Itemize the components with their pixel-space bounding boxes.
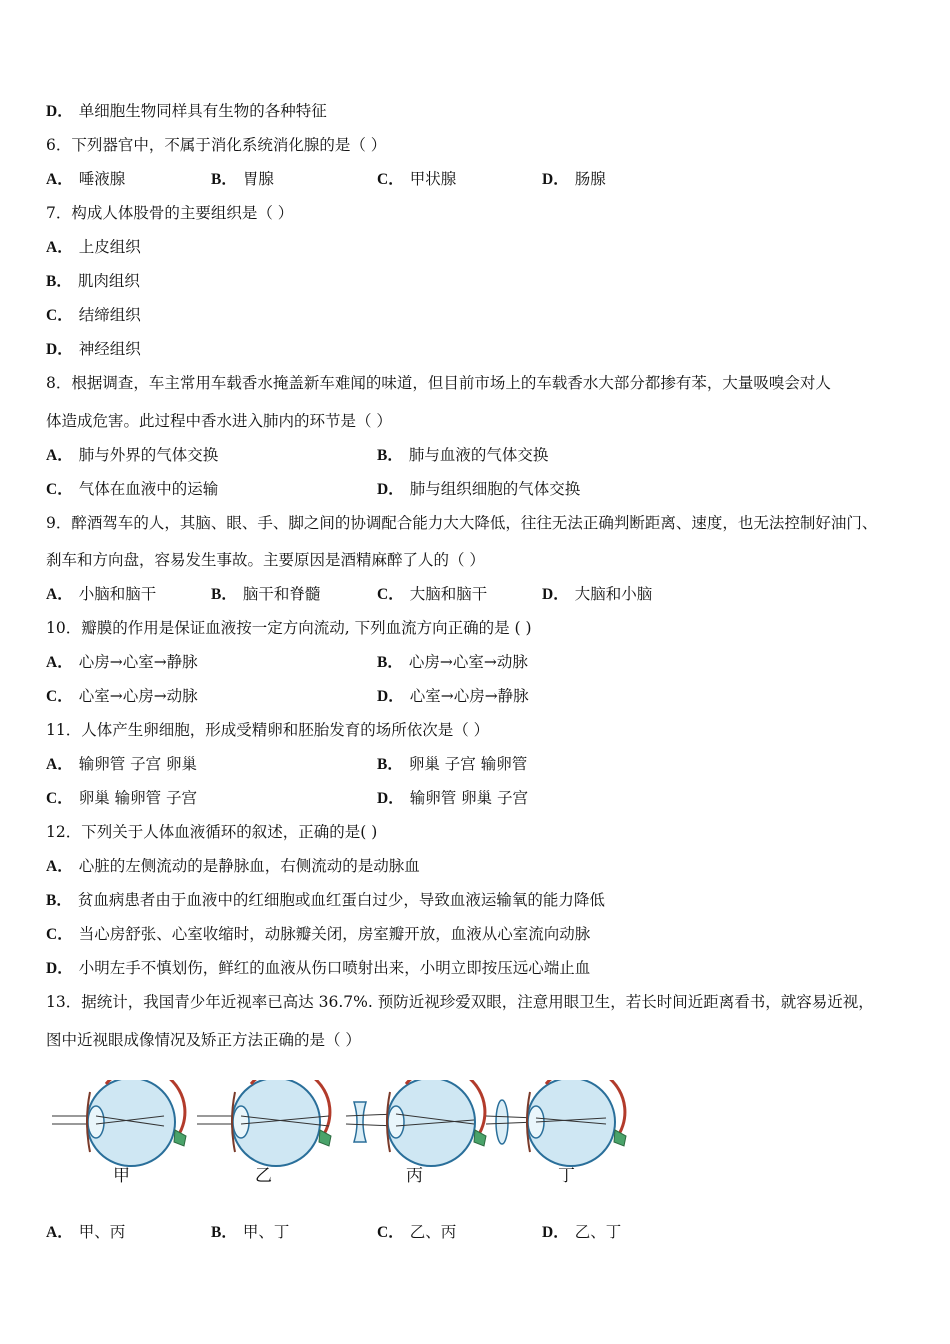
q10-option-b[interactable]: B． 心房→心室→动脉 xyxy=(377,653,528,671)
question-12-stem: 12．下列关于人体血液循环的叙述，正确的是( ) xyxy=(46,823,378,841)
eye-yi xyxy=(197,1080,331,1166)
q8-option-b[interactable]: B． 肺与血液的气体交换 xyxy=(377,446,549,464)
q10-option-d[interactable]: D． 心室→心房→静脉 xyxy=(377,687,529,705)
option-d-prev: D． 单细胞生物同样具有生物的各种特征 xyxy=(46,102,327,120)
eye-ding xyxy=(486,1080,626,1166)
q11-option-d[interactable]: D． 输卵管 卵巢 子宫 xyxy=(377,789,529,807)
question-8-stem-line1: 8．根据调查，车主常用车载香水掩盖新车难闻的味道，但目前市场上的车载香水大部分都掺有苯，大量吸嗅会对人 xyxy=(46,374,831,392)
question-13-stem-line2: 图中近视眼成像情况及矫正方法正确的是（ ） xyxy=(46,1031,361,1049)
q10-option-a[interactable]: A． 心房→心室→静脉 xyxy=(46,653,198,671)
q12-option-a[interactable]: A． 心脏的左侧流动的是静脉血，右侧流动的是动脉血 xyxy=(46,857,420,875)
q9-option-c[interactable]: C． 大脑和脑干 xyxy=(377,585,488,603)
q10-option-c[interactable]: C． 心室→心房→动脉 xyxy=(46,687,198,705)
q7-option-b[interactable]: B． 肌肉组织 xyxy=(46,272,140,290)
question-8-stem-line2: 体造成危害。此过程中香水进入肺内的环节是（ ） xyxy=(46,412,392,430)
q7-option-d[interactable]: D． 神经组织 xyxy=(46,340,141,358)
q11-option-a[interactable]: A． 输卵管 子宫 卵巢 xyxy=(46,755,198,773)
figure-caption-ding: 丁 xyxy=(558,1166,575,1186)
question-13-stem-line1: 13．据统计，我国青少年近视率已高达 36.7%. 预防近视珍爱双眼，注意用眼卫生，若长时间近距离看书，就容易近视， xyxy=(46,993,874,1011)
q8-option-a[interactable]: A． 肺与外界的气体交换 xyxy=(46,446,219,464)
q6-option-b[interactable]: B． 胃腺 xyxy=(211,170,274,188)
question-9-stem-line1: 9．醉酒驾车的人，其脑、眼、手、脚之间的协调配合能力大大降低，往往无法正确判断距离、速度，也无法控制好油门、 xyxy=(46,514,878,532)
q11-option-c[interactable]: C． 卵巢 输卵管 子宫 xyxy=(46,789,198,807)
question-6-stem: 6．下列器官中，不属于消化系统消化腺的是（ ） xyxy=(46,136,387,154)
figure-caption-jia: 甲 xyxy=(113,1166,130,1186)
q12-option-c[interactable]: C． 当心房舒张、心室收缩时，动脉瓣关闭，房室瓣开放，血液从心室流向动脉 xyxy=(46,925,591,943)
q9-option-b[interactable]: B． 脑干和脊髓 xyxy=(211,585,321,603)
eye-jia xyxy=(52,1080,186,1166)
question-7-stem: 7．构成人体股骨的主要组织是（ ） xyxy=(46,204,294,222)
q13-option-d[interactable]: D． 乙、丁 xyxy=(542,1223,622,1241)
q13-option-a[interactable]: A． 甲、丙 xyxy=(46,1223,126,1241)
eye-diagram-figure xyxy=(46,1080,646,1200)
q11-option-b[interactable]: B． 卵巢 子宫 输卵管 xyxy=(377,755,528,773)
q13-option-b[interactable]: B． 甲、丁 xyxy=(211,1223,290,1241)
q12-option-b[interactable]: B． 贫血病患者由于血液中的红细胞或血红蛋白过少，导致血液运输氧的能力降低 xyxy=(46,891,605,909)
q6-option-a[interactable]: A． 唾液腺 xyxy=(46,170,126,188)
question-9-stem-line2: 刹车和方向盘，容易发生事故。主要原因是酒精麻醉了人的（ ） xyxy=(46,551,485,569)
q8-option-d[interactable]: D． 肺与组织细胞的气体交换 xyxy=(377,480,581,498)
question-10-stem: 10．瓣膜的作用是保证血液按一定方向流动, 下列血流方向正确的是 ( ) xyxy=(46,619,532,637)
q9-option-a[interactable]: A． 小脑和脑干 xyxy=(46,585,157,603)
q12-option-d[interactable]: D． 小明左手不慎划伤，鲜红的血液从伤口喷射出来，小明立即按压远心端止血 xyxy=(46,959,591,977)
figure-caption-yi: 乙 xyxy=(255,1166,272,1186)
q6-option-c[interactable]: C． 甲状腺 xyxy=(377,170,457,188)
q7-option-c[interactable]: C． 结缔组织 xyxy=(46,306,141,324)
eye-bing xyxy=(346,1080,486,1166)
q7-option-a[interactable]: A． 上皮组织 xyxy=(46,238,141,256)
figure-caption-bing: 丙 xyxy=(406,1166,423,1186)
question-11-stem: 11．人体产生卵细胞，形成受精卵和胚胎发育的场所依次是（ ） xyxy=(46,721,490,739)
q6-option-d[interactable]: D． 肠腺 xyxy=(542,170,606,188)
q13-option-c[interactable]: C． 乙、丙 xyxy=(377,1223,457,1241)
q8-option-c[interactable]: C． 气体在血液中的运输 xyxy=(46,480,219,498)
q9-option-d[interactable]: D． 大脑和小脑 xyxy=(542,585,653,603)
